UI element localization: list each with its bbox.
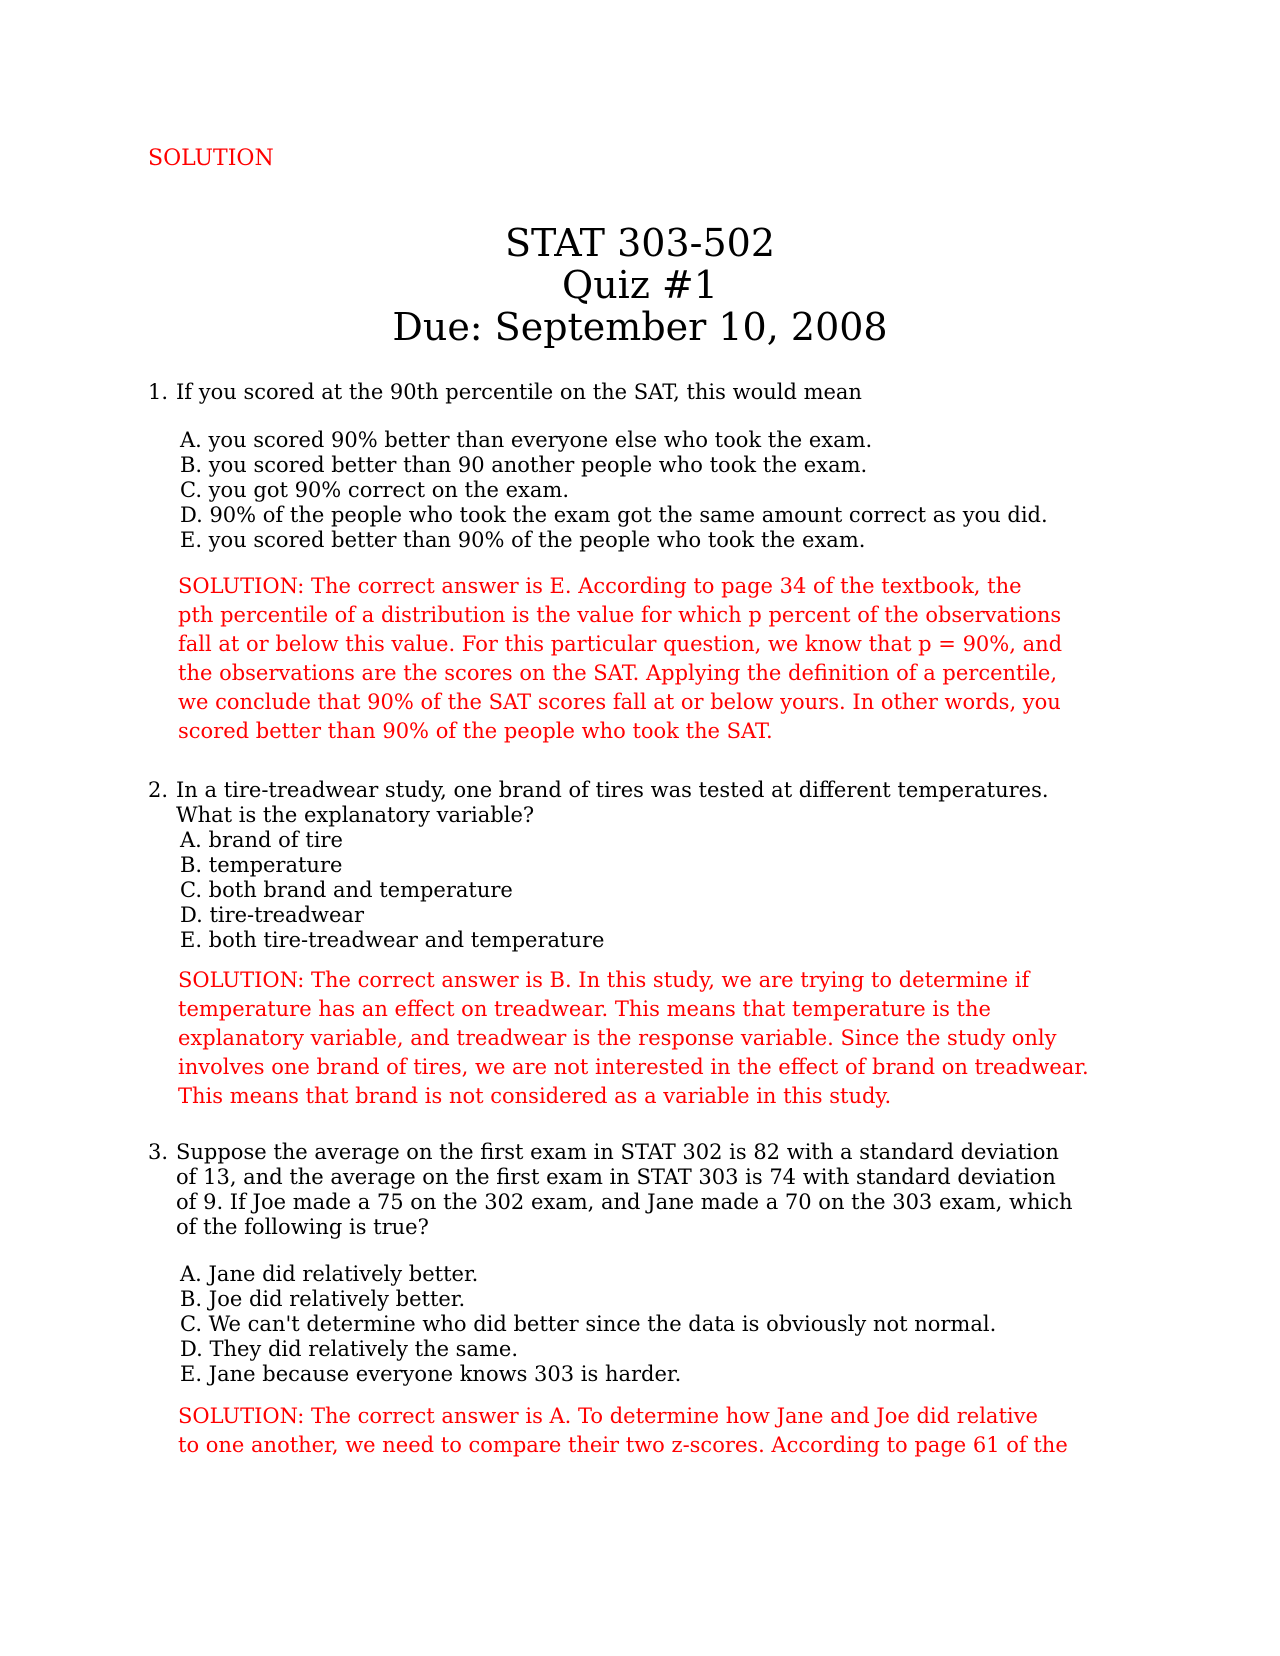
question-1-number: 1.	[148, 380, 169, 404]
option-e: E. both tire-treadwear and temperature	[180, 928, 605, 952]
solution-line: SOLUTION: The correct answer is E. According to page 34 of the textbook, the	[178, 574, 1022, 598]
question-line: If you scored at the 90th percentile on the SAT, this would mean	[176, 380, 862, 404]
due-date: Due: September 10, 2008	[392, 305, 888, 349]
quiz-title: Quiz #1	[562, 263, 718, 307]
solution-line: the observations are the scores on the SAT. Applying the definition of a percentile,	[178, 661, 1058, 685]
question-line: Suppose the average on the first exam in STAT 302 is 82 with a standard deviation	[176, 1140, 1059, 1164]
solution-line: scored better than 90% of the people who took the SAT.	[178, 719, 773, 743]
question-line: of the following is true?	[176, 1215, 429, 1239]
solution-line: to one another, we need to compare their two z-scores. According to page 61 of the	[178, 1433, 1068, 1457]
question-line: of 9. If Joe made a 75 on the 302 exam, and Jane made a 70 on the 303 exam, which	[176, 1190, 1073, 1214]
option-e: E. you scored better than 90% of the people who took the exam.	[180, 528, 866, 552]
question-line: What is the explanatory variable?	[176, 803, 535, 827]
option-c: C. both brand and temperature	[180, 878, 513, 902]
question-line: of 13, and the average on the first exam in STAT 303 is 74 with standard deviation	[176, 1165, 1056, 1189]
course-title: STAT 303-502	[505, 221, 775, 265]
solution-line: This means that brand is not considered as a variable in this study.	[178, 1084, 892, 1108]
option-d: D. 90% of the people who took the exam got the same amount correct as you did.	[180, 503, 1048, 527]
question-2-number: 2.	[148, 778, 169, 802]
question-2-text	[176, 778, 1049, 828]
solution-line: temperature has an effect on treadwear. This means that temperature is the	[178, 997, 991, 1021]
option-a: A. Jane did relatively better.	[180, 1262, 479, 1286]
option-a: A. you scored 90% better than everyone else who took the exam.	[180, 428, 873, 452]
option-d: D. They did relatively the same.	[180, 1337, 518, 1361]
option-e: E. Jane because everyone knows 303 is harder.	[180, 1362, 682, 1386]
option-c: C. you got 90% correct on the exam.	[180, 478, 570, 502]
question-3-solution	[178, 1402, 1068, 1460]
solution-label: SOLUTION	[148, 146, 274, 171]
option-b: B. Joe did relatively better.	[180, 1287, 466, 1311]
solution-line: involves one brand of tires, we are not interested in the effect of brand on treadwear.	[178, 1055, 1089, 1079]
option-b: B. you scored better than 90 another people who took the exam.	[180, 453, 868, 477]
solution-line: pth percentile of a distribution is the value for which p percent of the observations	[178, 603, 1062, 627]
question-2-solution	[178, 966, 1089, 1111]
solution-line: SOLUTION: The correct answer is A. To determine how Jane and Joe did relative	[178, 1404, 1038, 1428]
solution-line: we conclude that 90% of the SAT scores fall at or below yours. In other words, you	[178, 690, 1061, 714]
question-1-options	[180, 428, 1048, 553]
question-2-options	[180, 828, 604, 953]
solution-line: explanatory variable, and treadwear is the response variable. Since the study only	[178, 1026, 1057, 1050]
solution-line: SOLUTION: The correct answer is B. In this study, we are trying to determine if	[178, 968, 1030, 992]
option-a: A. brand of tire	[180, 828, 343, 852]
question-3-text	[176, 1140, 1073, 1240]
question-3-options	[180, 1262, 996, 1387]
question-1-text	[176, 380, 862, 405]
option-c: C. We can't determine who did better since the data is obviously not normal.	[180, 1312, 997, 1336]
question-3-number: 3.	[148, 1140, 169, 1164]
question-line: In a tire-treadwear study, one brand of tires was tested at different temperatures.	[176, 778, 1049, 802]
solution-line: fall at or below this value. For this particular question, we know that p = 90%, and	[178, 632, 1063, 656]
option-b: B. temperature	[180, 853, 343, 877]
option-d: D. tire-treadwear	[180, 903, 364, 927]
question-1-solution	[178, 572, 1062, 746]
